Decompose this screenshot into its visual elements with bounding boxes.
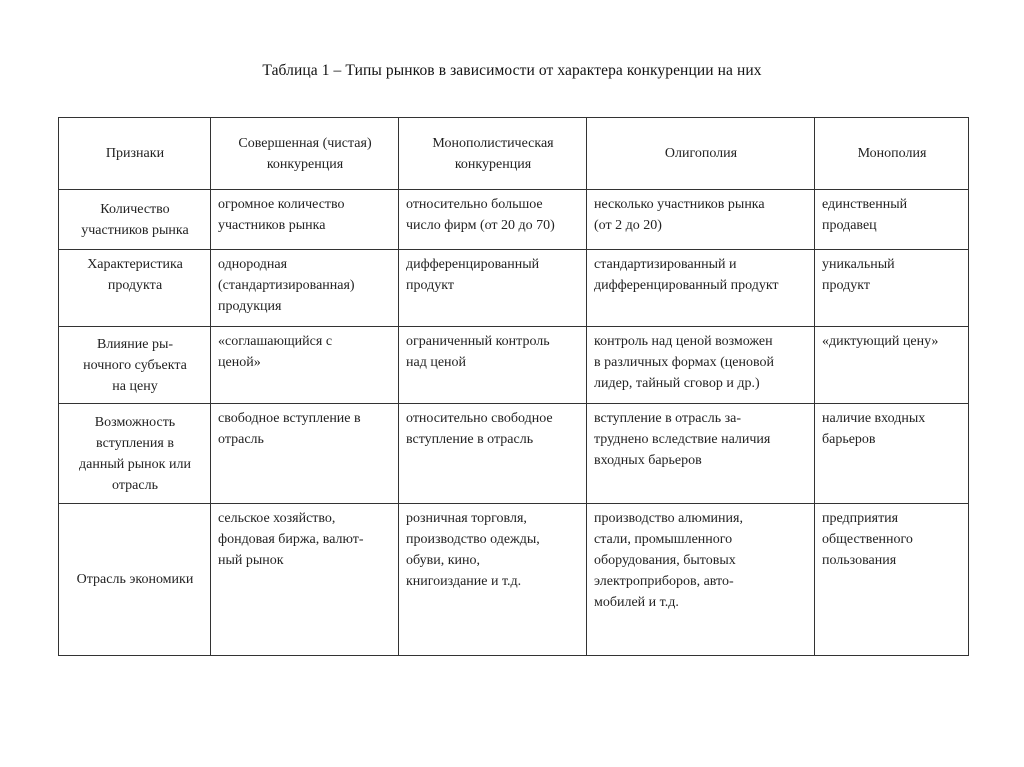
table-row: [59, 250, 969, 327]
table-cell: уникальный продукт: [815, 250, 969, 327]
header-cell-perfect-competition: Совершенная (чистая) конкуренция: [211, 118, 399, 190]
row-label: Возможность вступления в данный рынок или отрасль: [59, 404, 211, 504]
row-label: Характеристика продукта: [59, 250, 211, 327]
row-label: Количество участников рынка: [59, 190, 211, 250]
table-cell: вступление в отрасль за- труднено вследствие наличия входных барьеров: [587, 404, 815, 504]
table-cell: контроль над ценой возможен в различных формах (ценовой лидер, тайный сговор и др.): [587, 327, 815, 404]
table-header-row: [59, 118, 969, 190]
table-cell: производство алюминия, стали, промышленного оборудования, бытовых электроприборов, авто- мобилей и т.д.: [587, 504, 815, 656]
table-cell: предприятия общественного пользования: [815, 504, 969, 656]
header-cell-monopolistic-competition: Монополистическая конкуренция: [399, 118, 587, 190]
table-cell: сельское хозяйство, фондовая биржа, валют- ный рынок: [211, 504, 399, 656]
table-cell: розничная торговля, производство одежды, обуви, кино, книгоиздание и т.д.: [399, 504, 587, 656]
header-cell-features: Признаки: [59, 118, 211, 190]
table-cell: свободное вступление в отрасль: [211, 404, 399, 504]
market-types-table: [58, 117, 969, 656]
table-cell: ограниченный контроль над ценой: [399, 327, 587, 404]
table-title: Таблица 1 – Типы рынков в зависимости от характера конкуренции на них: [262, 62, 762, 79]
header-cell-oligopoly: Олигополия: [587, 118, 815, 190]
table-cell: единственный продавец: [815, 190, 969, 250]
table-cell: дифференцированный продукт: [399, 250, 587, 327]
row-label: Отрасль экономики: [59, 504, 211, 656]
table-cell: «диктующий цену»: [815, 327, 969, 404]
table-row: [59, 504, 969, 656]
table-row: [59, 327, 969, 404]
table-cell: огромное количество участников рынка: [211, 190, 399, 250]
table-cell: стандартизированный и дифференцированный продукт: [587, 250, 815, 327]
table-cell: несколько участников рынка (от 2 до 20): [587, 190, 815, 250]
table-row: [59, 404, 969, 504]
header-cell-monopoly: Монополия: [815, 118, 969, 190]
table-cell: относительно свободное вступление в отрасль: [399, 404, 587, 504]
table-cell: «соглашающийся с ценой»: [211, 327, 399, 404]
row-label: Влияние ры- ночного субъекта на цену: [59, 327, 211, 404]
table-cell: относительно большое число фирм (от 20 до 70): [399, 190, 587, 250]
table-cell: однородная (стандартизированная) продукция: [211, 250, 399, 327]
table-cell: наличие входных барьеров: [815, 404, 969, 504]
table-row: [59, 190, 969, 250]
